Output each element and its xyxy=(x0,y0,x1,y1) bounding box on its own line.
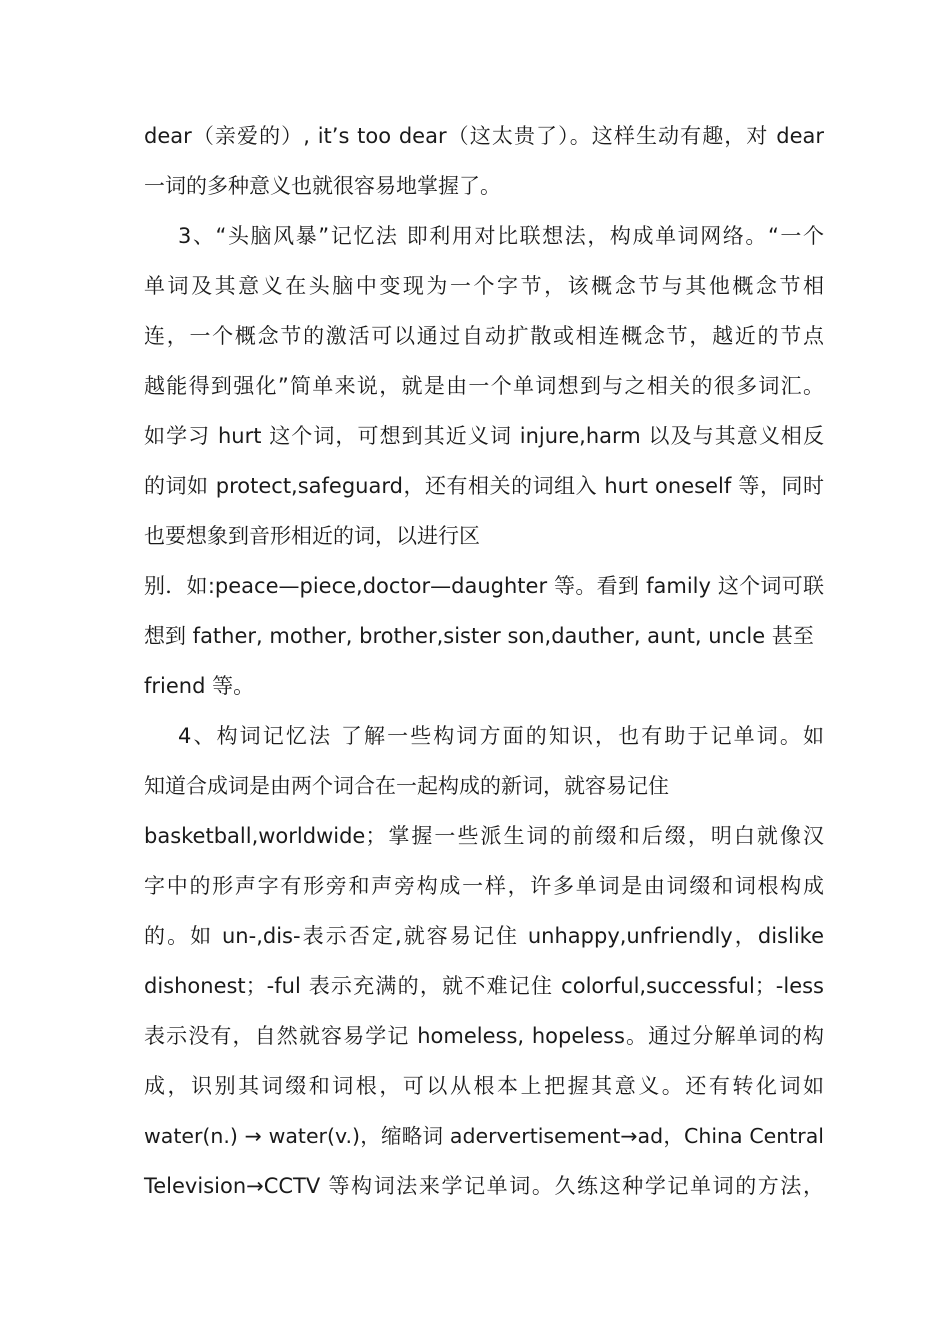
text-line: Television→CCTV 等构词法来学记单词。久练这种学记单词的方法， xyxy=(144,1174,824,1198)
text-line: 一词的多种意义也就很容易地掌握了。 xyxy=(144,174,501,198)
text-line: 表示没有，自然就容易学记 homeless, hopeless。通过分解单词的构 xyxy=(144,1024,824,1048)
text-line: 如学习 hurt 这个词，可想到其近义词 injure,harm 以及与其意义相反 xyxy=(144,424,824,448)
text-line: 连，一个概念节的激活可以通过自动扩散或相连概念节，越近的节点 xyxy=(144,324,824,348)
text-line: friend 等。 xyxy=(144,674,255,698)
text-line: dishonest；-ful 表示充满的，就不难记住 colorful,successful；-less xyxy=(144,974,824,998)
text-line: 单词及其意义在头脑中变现为一个字节，该概念节与其他概念节相 xyxy=(144,274,824,298)
text-line: dear（亲爱的）, it’s too dear（这太贵了）。这样生动有趣，对 dear xyxy=(144,124,824,148)
text-line: 成，识别其词缀和词根，可以从根本上把握其意义。还有转化词如 xyxy=(144,1074,824,1098)
text-line: 越能得到强化”简单来说，就是由一个单词想到与之相关的很多词汇。 xyxy=(144,374,824,398)
text-line: 想到 father, mother, brother,sister son,dauther, aunt, uncle 甚至 xyxy=(144,624,814,648)
paragraph-heading-line: 3、“头脑风暴”记忆法 即利用对比联想法，构成单词网络。“一个 xyxy=(178,224,824,248)
text-line: 的词如 protect,safeguard，还有相关的词组入 hurt oneself 等，同时 xyxy=(144,474,824,498)
text-line: basketball,worldwide；掌握一些派生词的前缀和后缀，明白就像汉 xyxy=(144,824,824,848)
text-line: 别．如:peace—piece,doctor—daughter 等。看到 family 这个词可联 xyxy=(144,574,824,598)
text-line: water(n.) → water(v.)，缩略词 adervertisement→ad，China Central xyxy=(144,1124,824,1148)
text-line: 的。如 un-,dis-表示否定,就容易记住 unhappy,unfriendly，dislike xyxy=(144,924,824,948)
text-line: 也要想象到音形相近的词，以进行区 xyxy=(144,524,480,548)
paragraph-heading-line: 4、构词记忆法 了解一些构词方面的知识，也有助于记单词。如 xyxy=(178,724,824,748)
text-line: 字中的形声字有形旁和声旁构成一样，许多单词是由词缀和词根构成 xyxy=(144,874,824,898)
text-line: 知道合成词是由两个词合在一起构成的新词，就容易记住 xyxy=(144,774,669,798)
